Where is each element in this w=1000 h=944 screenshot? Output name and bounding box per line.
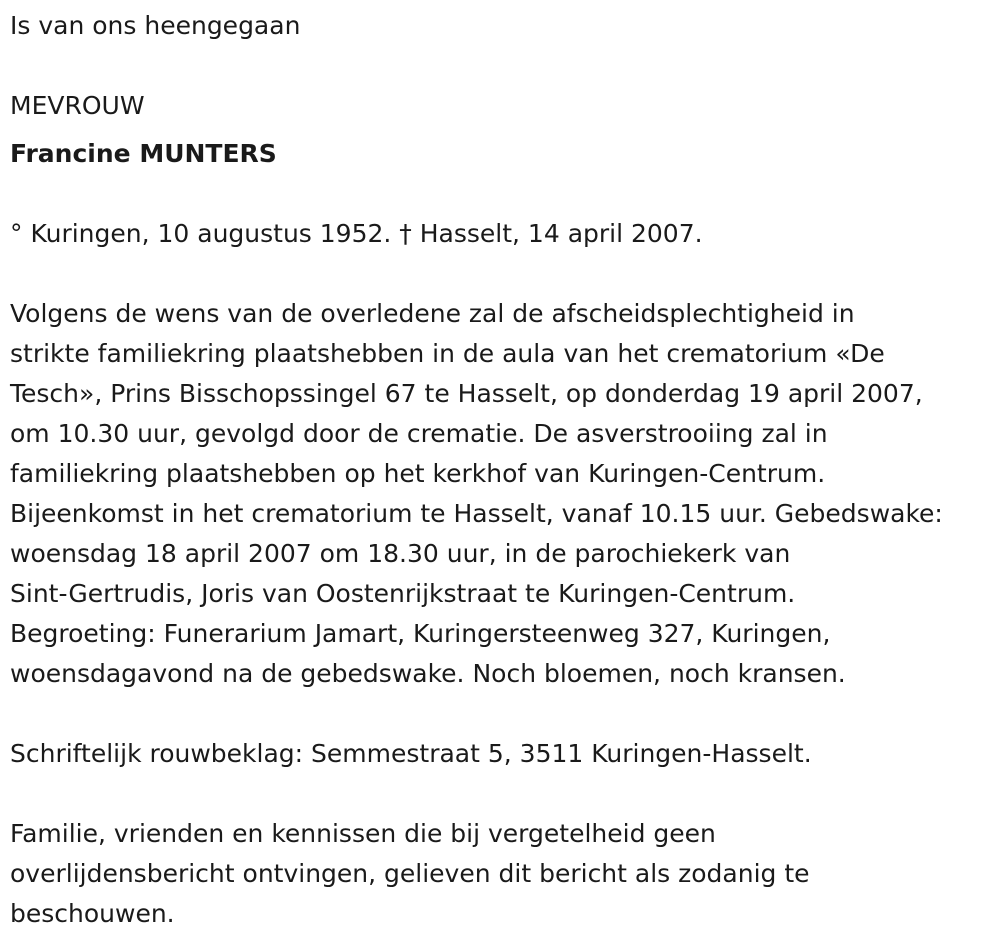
paragraph-line: overlijdensbericht ontvingen, gelieven dit bericht als zodanig te (10, 859, 810, 888)
birth-death-dates: ° Kuringen, 10 augustus 1952. † Hasselt, 14 april 2007. (10, 219, 703, 248)
paragraph-line: Volgens de wens van de overledene zal de afscheidsplechtigheid in (10, 299, 855, 328)
closing-paragraph (10, 814, 995, 934)
intro-text: Is van ons heengegaan (10, 11, 301, 40)
paragraph-line: Bijeenkomst in het crematorium te Hasselt, vanaf 10.15 uur. Gebedswake: (10, 499, 943, 528)
paragraph-line: Sint-Gertrudis, Joris van Oostenrijkstraat te Kuringen-Centrum. (10, 579, 796, 608)
paragraph-line: woensdagavond na de gebedswake. Noch bloemen, noch kransen. (10, 659, 846, 688)
paragraph-line: Tesch», Prins Bisschopssingel 67 te Hasselt, op donderdag 19 april 2007, (10, 379, 923, 408)
deceased-name: Francine MUNTERS (10, 139, 277, 168)
paragraph-line: om 10.30 uur, gevolgd door de crematie. De asverstrooiing zal in (10, 419, 828, 448)
funeral-paragraph (10, 294, 995, 694)
obituary-notice (10, 6, 995, 934)
paragraph-line: familiekring plaatshebben op het kerkhof van Kuringen-Centrum. (10, 459, 826, 488)
paragraph-line: Begroeting: Funerarium Jamart, Kuringersteenweg 327, Kuringen, (10, 619, 831, 648)
paragraph-line: beschouwen. (10, 899, 175, 928)
paragraph-line: woensdag 18 april 2007 om 18.30 uur, in de parochiekerk van (10, 539, 791, 568)
condolence-address: Schriftelijk rouwbeklag: Semmestraat 5, 3511 Kuringen-Hasselt. (10, 739, 812, 768)
paragraph-line: strikte familiekring plaatshebben in de aula van het crematorium «De (10, 339, 885, 368)
title-text: MEVROUW (10, 91, 145, 120)
paragraph-line: Familie, vrienden en kennissen die bij vergetelheid geen (10, 819, 716, 848)
